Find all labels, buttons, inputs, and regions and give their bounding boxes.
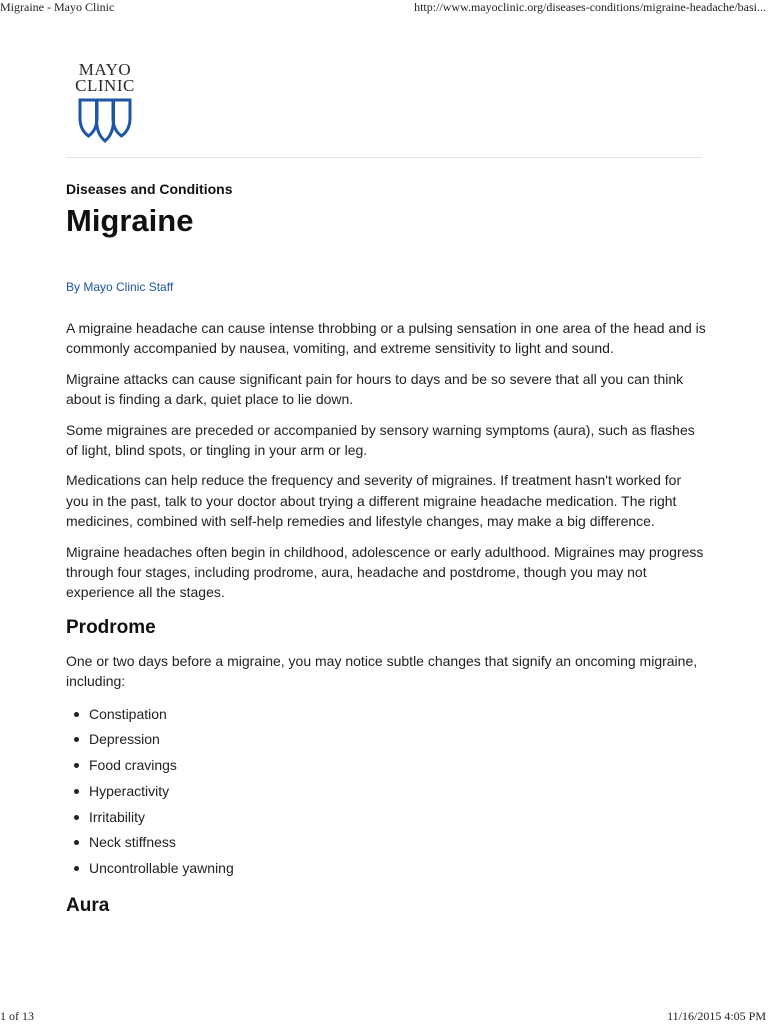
print-page-title: Migraine - Mayo Clinic — [0, 0, 115, 14]
print-header — [0, 0, 768, 16]
print-timestamp: 11/16/2015 4:05 PM — [667, 1009, 766, 1023]
logo-word-clinic: CLINIC — [75, 76, 135, 95]
paragraph-stages: Migraine headaches often begin in childhood, adolescence or early adulthood. Migraines may progress through four stages, including prodrome, aura, headache and postdrome, though you may not experience all the stages. — [66, 543, 704, 601]
page-title: Migraine — [66, 203, 194, 238]
list-item — [89, 753, 706, 779]
list-item — [89, 727, 706, 753]
list-item-label: Uncontrollable yawning — [89, 859, 234, 876]
list-item-label: Depression — [89, 731, 160, 748]
bullet-icon — [74, 866, 79, 871]
list-item-label: Irritability — [89, 808, 146, 825]
breadcrumb-category[interactable]: Diseases and Conditions — [66, 181, 233, 197]
print-footer — [0, 1009, 768, 1024]
heading-prodrome: Prodrome — [66, 616, 156, 638]
bullet-icon — [74, 737, 79, 742]
bullet-icon — [74, 763, 79, 768]
list-item — [89, 779, 706, 805]
list-item-label: Food cravings — [89, 757, 177, 774]
paragraph-medications: Medications can help reduce the frequency and severity of migraines. If treatment hasn't worked for you in the past, talk to your doctor about trying a different migraine headache medication. The right medicines, combined with self-help remedies and lifestyle changes, may make a big difference. — [66, 472, 682, 530]
paragraph-prodrome-intro: One or two days before a migraine, you may notice subtle changes that signify an oncoming migraine, including: — [66, 652, 698, 690]
header-divider — [66, 157, 702, 158]
bullet-icon — [74, 789, 79, 794]
list-item — [89, 702, 706, 728]
article-body — [66, 318, 706, 929]
bullet-icon — [74, 712, 79, 717]
list-item — [89, 805, 706, 831]
list-item — [89, 856, 706, 882]
heading-aura: Aura — [66, 894, 110, 916]
bullet-icon — [74, 815, 79, 820]
list-item-label: Hyperactivity — [89, 782, 170, 799]
list-item-label: Constipation — [89, 705, 167, 722]
paragraph-aura-warning: Some migraines are preceded or accompanied by sensory warning symptoms (aura), such as flashes of light, blind spots, or tingling in your arm or leg. — [66, 421, 695, 459]
print-url: http://www.mayoclinic.org/diseases-conditions/migraine-headache/basi... — [414, 0, 766, 14]
mayo-clinic-logo[interactable] — [64, 62, 146, 144]
shield-icon — [77, 96, 133, 144]
prodrome-symptom-list — [66, 702, 706, 882]
byline-link[interactable]: By Mayo Clinic Staff — [66, 280, 174, 294]
paragraph-intro: A migraine headache can cause intense throbbing or a pulsing sensation in one area of the head and is commonly accompanied by nausea, vomiting, and extreme sensitivity to light and sound. — [66, 320, 706, 357]
list-item — [89, 830, 706, 856]
bullet-icon — [74, 840, 79, 845]
paragraph-attacks: Migraine attacks can cause significant pain for hours to days and be so severe that all you can think about is finding a dark, quiet place to lie down. — [66, 370, 684, 408]
logo-word-mayo: MAYO — [78, 60, 132, 79]
list-item-label: Neck stiffness — [89, 834, 176, 851]
print-page-count: 1 of 13 — [0, 1009, 34, 1023]
